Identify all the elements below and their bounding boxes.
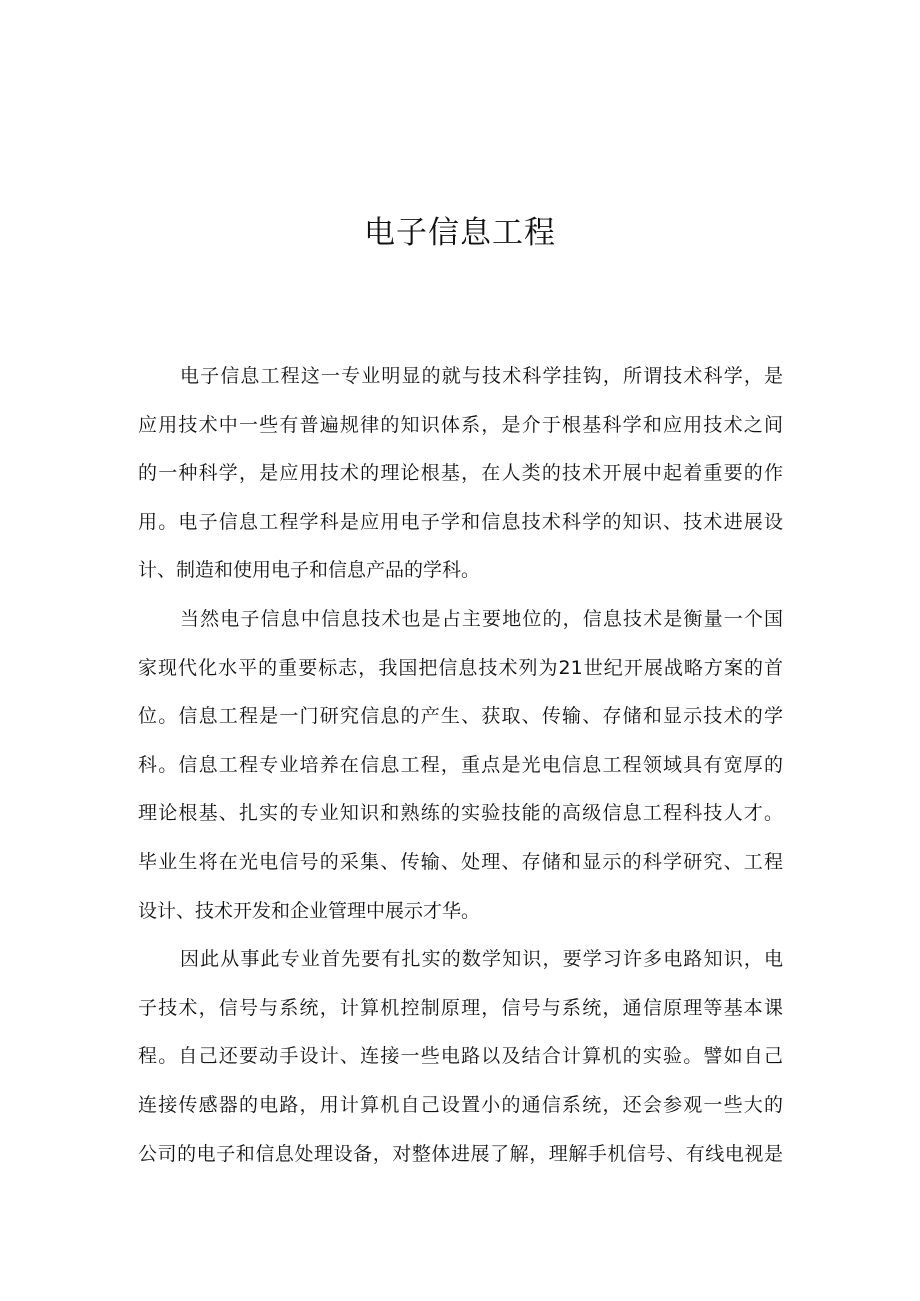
text-line: 当然电子信息中信息技术也是占主要地位的，信息技术是衡量一个国 <box>180 607 783 630</box>
document-title: 电子信息工程 <box>364 215 556 251</box>
paragraph-2 <box>138 595 783 935</box>
text-line: 因此从事此专业首先要有扎实的数学知识，要学习许多电路知识，电 <box>180 948 783 971</box>
text-line: 家现代化水平的重要标志，我国把信息技术列为21世纪开展战略方案的首 <box>138 656 783 679</box>
paragraph-1 <box>138 352 783 595</box>
text-line: 位。信息工程是一门研究信息的产生、获取、传输、存储和显示技术的学 <box>138 705 783 728</box>
text-line: 用。电子信息工程学科是应用电子学和信息技术科学的知识、技术进展设 <box>138 510 783 533</box>
text-line: 程。自己还要动手设计、连接一些电路以及结合计算机的实验。譬如自己 <box>138 1045 783 1068</box>
text-line: 设计、技术开发和企业管理中展示才华。 <box>138 899 481 922</box>
text-line: 连接传感器的电路，用计算机自己设置小的通信系统，还会参观一些大的 <box>138 1093 783 1116</box>
paragraph-3 <box>138 935 783 1178</box>
text-line: 计、制造和使用电子和信息产品的学科。 <box>138 559 481 582</box>
text-line: 毕业生将在光电信号的采集、传输、处理、存储和显示的科学研究、工程 <box>138 850 783 873</box>
text-line: 应用技术中一些有普遍规律的知识体系，是介于根基科学和应用技术之间 <box>138 413 783 436</box>
text-line: 的一种科学，是应用技术的理论根基，在人类的技术开展中起着重要的作 <box>138 462 783 485</box>
text-line: 电子信息工程这一专业明显的就与技术科学挂钩，所谓技术科学，是 <box>180 365 783 387</box>
text-line: 理论根基、扎实的专业知识和熟练的实验技能的高级信息工程科技人才。 <box>138 802 783 825</box>
text-line: 科。信息工程专业培养在信息工程，重点是光电信息工程领域具有宽厚的 <box>138 753 783 776</box>
text-line: 公司的电子和信息处理设备，对整体进展了解，理解手机信号、有线电视是 <box>138 1142 783 1165</box>
document-body <box>138 352 783 1178</box>
text-line: 子技术，信号与系统，计算机控制原理，信号与系统，通信原理等基本课 <box>138 996 783 1019</box>
